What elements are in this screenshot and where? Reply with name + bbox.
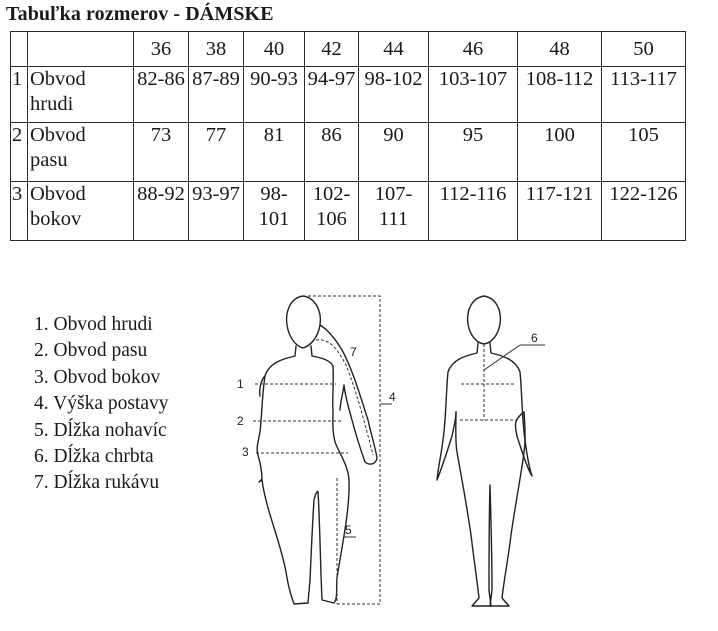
figure-labels: [237, 331, 538, 537]
table-cell: 77: [189, 123, 244, 182]
legend-item-height: 4. Výška postavy: [34, 393, 169, 415]
table-cell: 86: [305, 123, 359, 182]
back-length-pointer: [484, 345, 520, 370]
table-cell: 122-126: [602, 182, 686, 241]
cell-line1: 102-: [312, 183, 351, 205]
size-header-40: 40: [244, 32, 305, 67]
table-cell: 112-116: [429, 182, 518, 241]
size-header-46: 46: [429, 32, 518, 67]
front-measurement-lines: [253, 296, 392, 604]
cell-line2: 106: [316, 208, 347, 230]
cell-line1: 98-: [260, 183, 288, 205]
table-cell: 100: [518, 123, 602, 182]
row-label-line2: bokov: [30, 208, 82, 230]
sleeve-line: [316, 340, 373, 455]
row-index: 1: [11, 67, 28, 123]
row-label-line2: pasu: [30, 149, 68, 171]
size-header-38: 38: [189, 32, 244, 67]
back-figure: [437, 296, 532, 606]
label-sleeve: 7: [350, 345, 357, 359]
table-cell: 113-117: [602, 67, 686, 123]
table-cell: 117-121: [518, 182, 602, 241]
legend-item-chest: 1. Obvod hrudi: [34, 314, 153, 335]
size-header-42: 42: [305, 32, 359, 67]
table-cell: 87-89: [189, 67, 244, 123]
row-index: 2: [11, 123, 28, 182]
row-label-line1: Obvod: [30, 183, 86, 205]
table-cell: 105: [602, 123, 686, 182]
table-cell: 98-102: [359, 67, 429, 123]
table-cell: 94-97: [305, 67, 359, 123]
table-cell: 90: [359, 123, 429, 182]
size-header-50: 50: [602, 32, 686, 67]
table-cell: 103-107: [429, 67, 518, 123]
size-header-44: 44: [359, 32, 429, 67]
row-index: 3: [11, 182, 28, 241]
label-trousers: 5: [345, 523, 352, 537]
label-waist: 2: [237, 414, 244, 428]
page-title: Tabuľka rozmerov - DÁMSKE: [6, 3, 274, 25]
height-line: [303, 296, 380, 604]
size-header-48: 48: [518, 32, 602, 67]
legend-item-sleeve: 7. Dĺžka rukávu: [34, 472, 160, 494]
legend-item-trousers: 5. Dĺžka nohavíc: [34, 419, 167, 441]
size-header-36: 36: [134, 32, 189, 67]
row-label-line1: Obvod: [30, 68, 86, 90]
cell-line2: 101: [258, 208, 290, 230]
table-cell: 81: [244, 123, 305, 182]
legend-item-waist: 2. Obvod pasu: [34, 340, 148, 362]
label-back: 6: [531, 331, 538, 345]
cell-line2: 111: [378, 208, 409, 230]
table-cell: 90-93: [244, 67, 305, 123]
label-chest: 1: [237, 377, 244, 391]
legend-item-hips: 3. Obvod bokov: [34, 366, 161, 388]
label-height: 4: [389, 390, 396, 404]
table-cell: 73: [134, 123, 189, 182]
row-label-line2: hrudi: [30, 93, 74, 115]
table-cell: 95: [429, 123, 518, 182]
legend-item-back: 6. Dĺžka chrbta: [34, 446, 154, 468]
table-cell: 108-112: [518, 67, 602, 123]
front-figure: [257, 296, 377, 604]
row-label-line1: Obvod: [30, 124, 86, 146]
table-cell: 88-92: [134, 182, 189, 241]
label-hips: 3: [242, 445, 249, 459]
table-cell: 82-86: [134, 67, 189, 123]
table-cell: 93-97: [189, 182, 244, 241]
cell-line1: 107-: [374, 183, 413, 205]
back-measurement-lines: [460, 344, 545, 420]
